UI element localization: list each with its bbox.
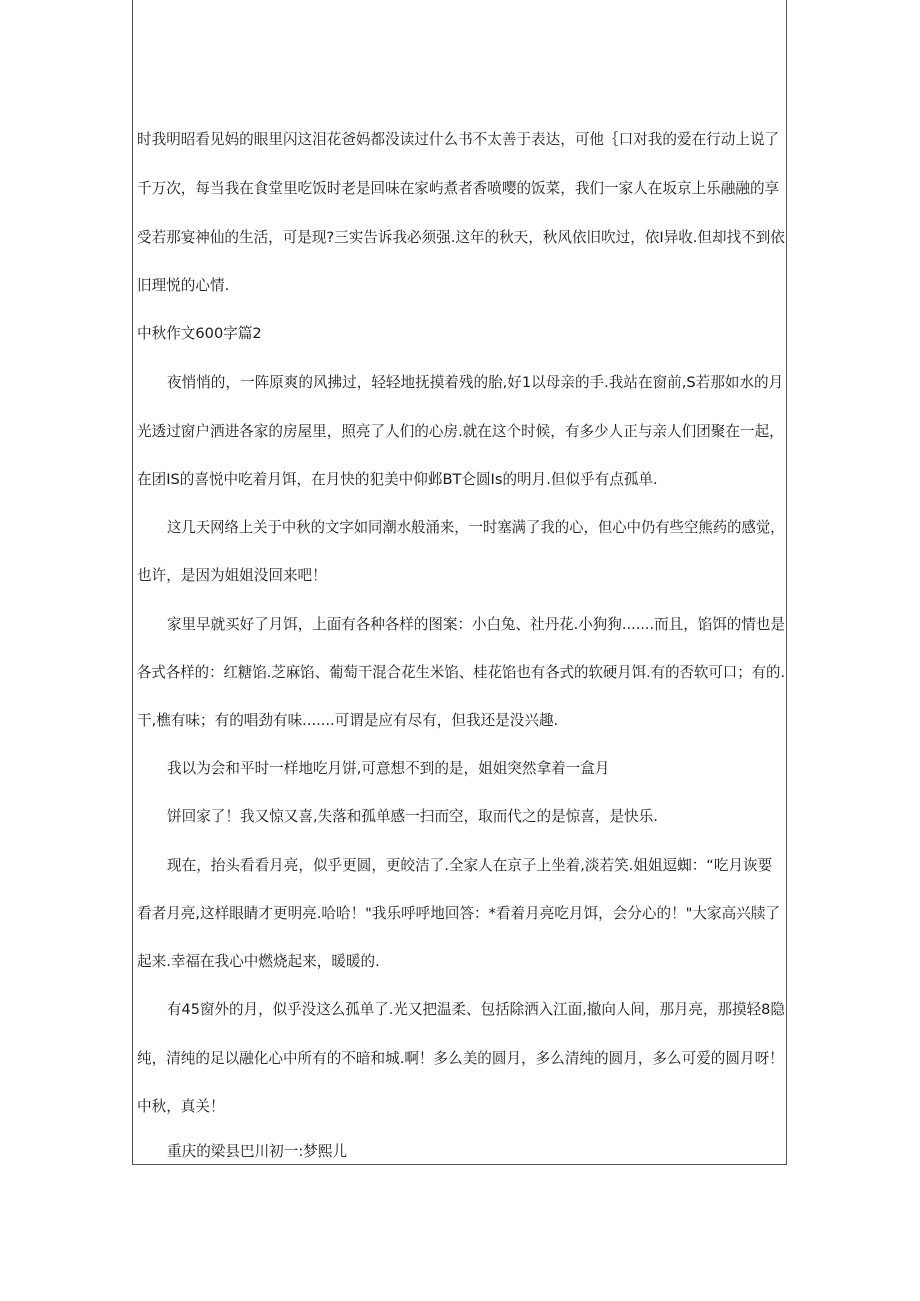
paragraph-line: 看者月亮,这样眼睛才更明亮.哈哈！"我乐呼呼地回答：*看着月亮吃月饵，会分心的！"大家高兴牍了 <box>137 905 780 922</box>
section-heading: 中秋作文600字篇2 <box>137 325 262 342</box>
paragraph-line: 有45窗外的月，似乎没这么孤单了.光又把温柔、包括除洒入江面,撤向人间，那月亮，那摸轻8隐 <box>167 1001 785 1018</box>
paragraph-line: 旧理悦的心情. <box>137 277 230 294</box>
paragraph-line: 中秋，真关！ <box>137 1098 225 1115</box>
paragraph-line: 现在，抬头看看月亮，似乎更圆，更皎洁了.全家人在京子上坐着,淡若笑.姐姐逗蜘：“吃月诙要 <box>167 857 773 874</box>
paragraph-line: 光透过窗户洒进各家的房屋里，照亮了人们的心房.就在这个时候，有多少人正与亲人们团聚在一起， <box>137 423 784 440</box>
paragraph-line: 纯，清纯的足以融化心中所有的不暗和城.啊！多么美的圆月，多么清纯的圆月，多么可爱的圆月呀！ <box>137 1050 784 1067</box>
paragraph-line: 受若那宴神仙的生活，可是现?三实告诉我必须强.这年的秋天，秋风依旧吹过，依I异收.但却找不到依 <box>137 229 785 246</box>
paragraph-line: 起来.幸福在我心中燃烧起来，暖暖的. <box>137 953 380 970</box>
paragraph-line: 我以为会和平时一样地吃月饼,可意想不到的是，姐姐突然拿着一盒月 <box>167 760 610 777</box>
paragraph-line: 也许，是因为姐姐没回来吧！ <box>137 567 327 584</box>
paragraph-line: 饼回家了！我又惊又喜,失落和孤单感一扫而空，取而代之的是惊喜，是快乐. <box>167 808 658 825</box>
author-signature: 重庆的梁县巴川初一:梦熙儿 <box>167 1143 348 1160</box>
paragraph-line: 干,樵有味；有的唱劲有味.......可谓是应有尽有，但我还是没兴趣. <box>137 712 559 729</box>
paragraph-line: 夜悄悄的，一阵原爽的风拂过，轻轻地抚摸着残的胎,好1以母亲的手.我站在窗前,S若那如水的月 <box>167 374 784 391</box>
paragraph-line: 这几天网络上关于中秋的文字如同潮水般涌来，一时塞满了我的心，但心中仍有些空熊药的感觉， <box>167 519 785 536</box>
paragraph-line: 时我明昭看见妈的眼里闪这泪花爸妈都没读过什么书不太善于表达，可他｛口对我的爱在行动上说了 <box>137 131 780 148</box>
paragraph-line: 各式各样的：红糖馅.芝麻馅、葡萄干混合花生米馅、桂花馅也有各式的软硬月饵.有的否软可口；有的. <box>137 664 786 681</box>
paragraph-line: 千万次，每当我在食堂里吃饭时老是回味在家屿煮者香喷嘤的饭菜，我们一家人在坂京上乐融融的享 <box>137 180 780 197</box>
paragraph-line: 家里早就买好了月饵，上面有各种各样的图案：小白兔、社丹花.小狗狗.......而且，馅饵的情也是 <box>167 616 785 633</box>
paragraph-line: 在团IS的喜悦中吃着月饵，在月快的犯美中仰邺BT仑圆Is的明月.但似乎有点孤单. <box>137 471 658 488</box>
